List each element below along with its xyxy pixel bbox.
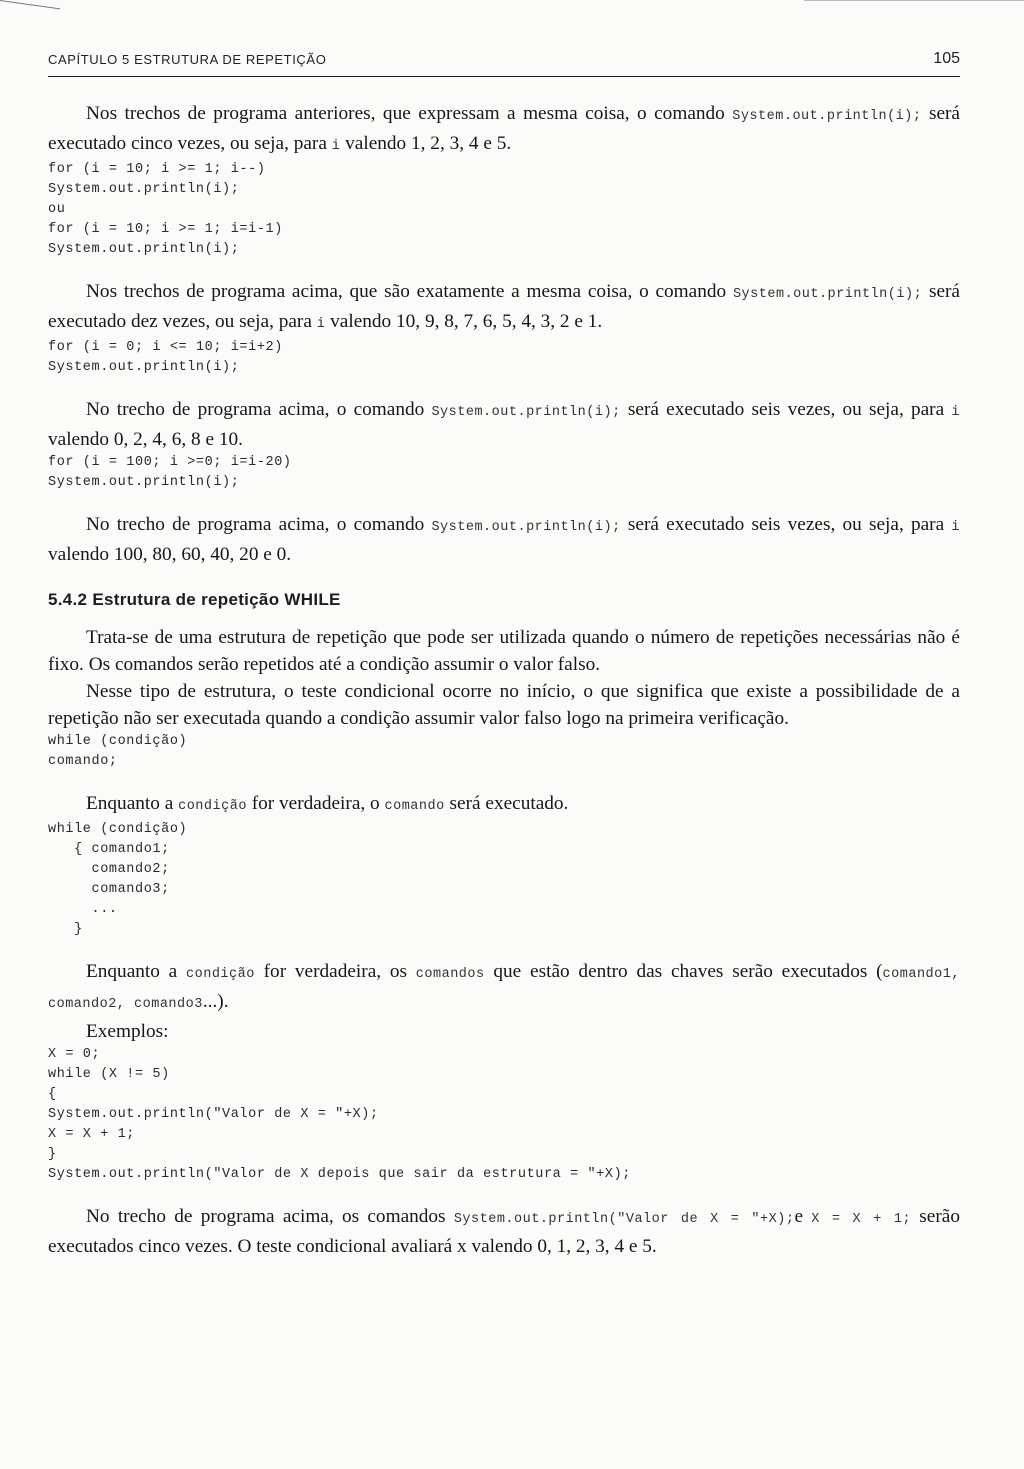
scan-edge-mark bbox=[0, 0, 60, 19]
examples-label: Exemplos: bbox=[86, 1021, 169, 1042]
inline-code: System.out.println(i); bbox=[431, 520, 621, 535]
text: valendo 0, 2, 4, 6, 8 e 10. bbox=[48, 429, 243, 450]
code-block-4: while (condição) comando; bbox=[48, 734, 188, 769]
paragraph-8 bbox=[48, 958, 960, 1018]
inline-code: i bbox=[951, 520, 960, 535]
text: será executado cinco vezes, ou seja, para bbox=[48, 103, 960, 154]
section-heading: 5.4.2 Estrutura de repetição WHILE bbox=[48, 590, 341, 609]
inline-code: System.out.println("Valor de X = "+X); bbox=[453, 1212, 795, 1227]
text: será executado. bbox=[444, 793, 569, 814]
page-header bbox=[48, 52, 960, 77]
paragraph-5: Trata-se de uma estrutura de repetição que pode ser utilizada quando o número de repetições necessárias não é fixo. Os comandos serão repetidos até a condição assumir o valor falso. bbox=[48, 627, 960, 675]
text: será executado seis vezes, ou seja, para bbox=[620, 399, 952, 420]
text: No trecho de programa acima, o comando bbox=[86, 399, 432, 420]
text: valendo 10, 9, 8, 7, 6, 5, 4, 3, 2 e 1. bbox=[325, 311, 603, 332]
paragraph-1 bbox=[48, 100, 960, 160]
paragraph-4 bbox=[48, 511, 960, 568]
inline-code: System.out.println(i); bbox=[732, 287, 923, 302]
text: No trecho de programa acima, os comandos bbox=[86, 1206, 454, 1227]
inline-code: i bbox=[951, 405, 960, 420]
inline-code: i bbox=[331, 139, 341, 154]
inline-code: condição bbox=[178, 799, 247, 814]
paragraph-7 bbox=[48, 790, 960, 820]
text: serão executados cinco vezes. O teste condicional avaliará x valendo 0, 1, 2, 3, 4 e 5. bbox=[48, 1206, 960, 1257]
code-block-3: for (i = 100; i >=0; i=i-20) System.out.println(i); bbox=[48, 455, 292, 490]
text: que estão dentro das chaves serão executados ( bbox=[484, 961, 883, 982]
inline-code: i bbox=[316, 317, 326, 332]
inline-code: X = X + 1; bbox=[811, 1212, 912, 1227]
text: Enquanto a bbox=[86, 793, 179, 814]
text: valendo 1, 2, 3, 4 e 5. bbox=[340, 133, 512, 154]
inline-code: comandos bbox=[415, 967, 485, 982]
code-block-2: for (i = 0; i <= 10; i=i+2) System.out.println(i); bbox=[48, 340, 283, 375]
text: for verdadeira, o bbox=[246, 793, 385, 814]
code-block-6: X = 0; while (X != 5) { System.out.println("Valor de X = "+X); X = X + 1; } System.out.println("Valor de X depois que sair da estrutura = "+X); bbox=[48, 1047, 631, 1182]
scan-edge-mark-right bbox=[804, 0, 1024, 4]
text: No trecho de programa acima, o comando bbox=[86, 514, 432, 535]
text: Nos trechos de programa anteriores, que expressam a mesma coisa, o comando bbox=[86, 103, 733, 124]
page-body bbox=[48, 100, 960, 1260]
paragraph-2 bbox=[48, 278, 960, 338]
inline-code: condição bbox=[186, 967, 255, 982]
text: será executado dez vezes, ou seja, para bbox=[48, 281, 960, 332]
inline-code: System.out.println(i); bbox=[732, 109, 922, 124]
code-block-1: for (i = 10; i >= 1; i--) System.out.println(i); ou for (i = 10; i >= 1; i=i-1) System.out.println(i); bbox=[48, 162, 283, 257]
paragraph-6: Nesse tipo de estrutura, o teste condicional ocorre no início, o que significa que existe a possibilidade de a repetição não ser executada quando a condição assumir valor falso logo na primeira verificação. bbox=[48, 681, 960, 729]
inline-code: comando1, comando2, comando3 bbox=[48, 967, 960, 1012]
text: Enquanto a bbox=[86, 961, 187, 982]
code-block-5: while (condição) { comando1; comando2; comando3; ... } bbox=[48, 822, 188, 937]
text: for verdadeira, os bbox=[254, 961, 416, 982]
inline-code: System.out.println(i); bbox=[431, 405, 621, 420]
text: valendo 100, 80, 60, 40, 20 e 0. bbox=[48, 544, 292, 565]
inline-code: comando bbox=[384, 799, 445, 814]
text: Nos trechos de programa acima, que são exatamente a mesma coisa, o comando bbox=[86, 281, 733, 302]
text: e bbox=[794, 1206, 812, 1227]
chapter-title: CAPÍTULO 5 ESTRUTURA DE REPETIÇÃO bbox=[48, 52, 327, 67]
page-number: 105 bbox=[933, 50, 960, 67]
paragraph-3 bbox=[48, 396, 960, 453]
text: será executado seis vezes, ou seja, para bbox=[620, 514, 952, 535]
paragraph-9 bbox=[48, 1203, 960, 1260]
text: ...). bbox=[202, 991, 229, 1012]
